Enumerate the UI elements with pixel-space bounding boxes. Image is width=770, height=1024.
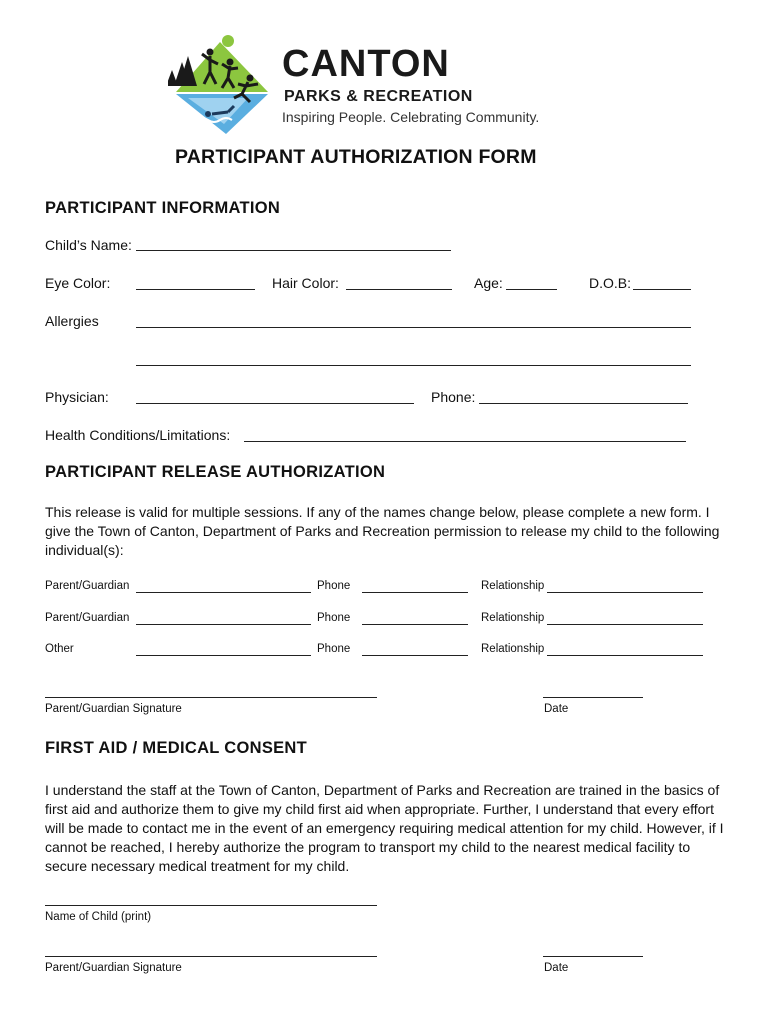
release-row-3-relationship-field[interactable] xyxy=(547,655,703,656)
release-row-3-phone-label: Phone xyxy=(317,643,351,655)
dob-label: D.O.B: xyxy=(589,275,632,291)
first-aid-text: I understand the staff at the Town of Canton, Department of Parks and Recreation are trained in the basics of first aid and authorize them to give my child first aid when appropriate. Further, I understand that every effort will be made to contact me in the event of an emergency requiring medical attention for my child. However, if I cannot be reached, I hereby authorize the program to transport my child to the nearest medical facility to secure necessary medical treatment for my child. xyxy=(45,782,724,874)
age-field[interactable] xyxy=(506,289,557,290)
consent-date-label: Date xyxy=(544,962,569,974)
eye-color-label: Eye Color: xyxy=(45,275,111,291)
physician-field[interactable] xyxy=(136,403,414,404)
release-text: This release is valid for multiple sessions. If any of the names change below, please complete a new form. I give the Town of Canton, Department of Parks and Recreation permission to release my child to the following individual(s): xyxy=(45,504,720,558)
consent-signature-field[interactable] xyxy=(45,956,377,957)
allergies-field-1[interactable] xyxy=(136,327,691,328)
release-row-3-person-label: Other xyxy=(45,643,74,655)
canton-logo xyxy=(168,34,548,134)
release-row-1-phone-label: Phone xyxy=(317,580,351,592)
consent-date-field[interactable] xyxy=(543,956,643,957)
allergies-label: Allergies xyxy=(45,313,99,329)
release-row-1-person-label: Parent/Guardian xyxy=(45,580,130,592)
physician-label: Physician: xyxy=(45,389,109,405)
release-date-label: Date xyxy=(544,703,569,715)
health-conditions-label: Health Conditions/Limitations: xyxy=(45,427,231,443)
release-signature-label: Parent/Guardian Signature xyxy=(45,703,182,715)
release-row-2-relationship-field[interactable] xyxy=(547,624,703,625)
brand-subtitle: PARKS & RECREATION xyxy=(284,88,473,105)
childs-name-label: Child’s Name: xyxy=(45,237,132,253)
release-row-3-phone-field[interactable] xyxy=(362,655,468,656)
consent-signature-label: Parent/Guardian Signature xyxy=(45,962,182,974)
child-name-print-label: Name of Child (print) xyxy=(45,911,152,923)
health-conditions-field[interactable] xyxy=(244,441,686,442)
release-row-2-name-field[interactable] xyxy=(136,624,311,625)
dob-field[interactable] xyxy=(633,289,691,290)
age-label: Age: xyxy=(474,275,503,291)
brand-title: CANTON xyxy=(282,43,450,85)
page-title: PARTICIPANT AUTHORIZATION FORM xyxy=(175,146,537,168)
physician-phone-field[interactable] xyxy=(479,403,688,404)
release-heading: PARTICIPANT RELEASE AUTHORIZATION xyxy=(45,463,386,481)
release-row-2-person-label: Parent/Guardian xyxy=(45,612,130,624)
child-name-print-field[interactable] xyxy=(45,905,377,906)
release-row-1-relationship-label: Relationship xyxy=(481,580,545,592)
allergies-field-2[interactable] xyxy=(136,365,691,366)
release-row-1-name-field[interactable] xyxy=(136,592,311,593)
release-row-1-relationship-field[interactable] xyxy=(547,592,703,593)
release-row-2-relationship-label: Relationship xyxy=(481,612,545,624)
eye-color-field[interactable] xyxy=(136,289,255,290)
first-aid-heading: FIRST AID / MEDICAL CONSENT xyxy=(45,739,308,757)
participant-info-heading: PARTICIPANT INFORMATION xyxy=(45,199,281,217)
release-signature-field[interactable] xyxy=(45,697,377,698)
childs-name-field[interactable] xyxy=(136,250,451,251)
hair-color-field[interactable] xyxy=(346,289,452,290)
release-date-field[interactable] xyxy=(543,697,643,698)
release-row-3-name-field[interactable] xyxy=(136,655,311,656)
release-row-3-relationship-label: Relationship xyxy=(481,643,545,655)
release-row-1-phone-field[interactable] xyxy=(362,592,468,593)
brand-tagline: Inspiring People. Celebrating Community. xyxy=(282,109,540,125)
hair-color-label: Hair Color: xyxy=(272,275,339,291)
parks-emblem-icon xyxy=(168,34,270,134)
release-row-2-phone-label: Phone xyxy=(317,612,351,624)
physician-phone-label: Phone: xyxy=(431,389,476,405)
release-row-2-phone-field[interactable] xyxy=(362,624,468,625)
